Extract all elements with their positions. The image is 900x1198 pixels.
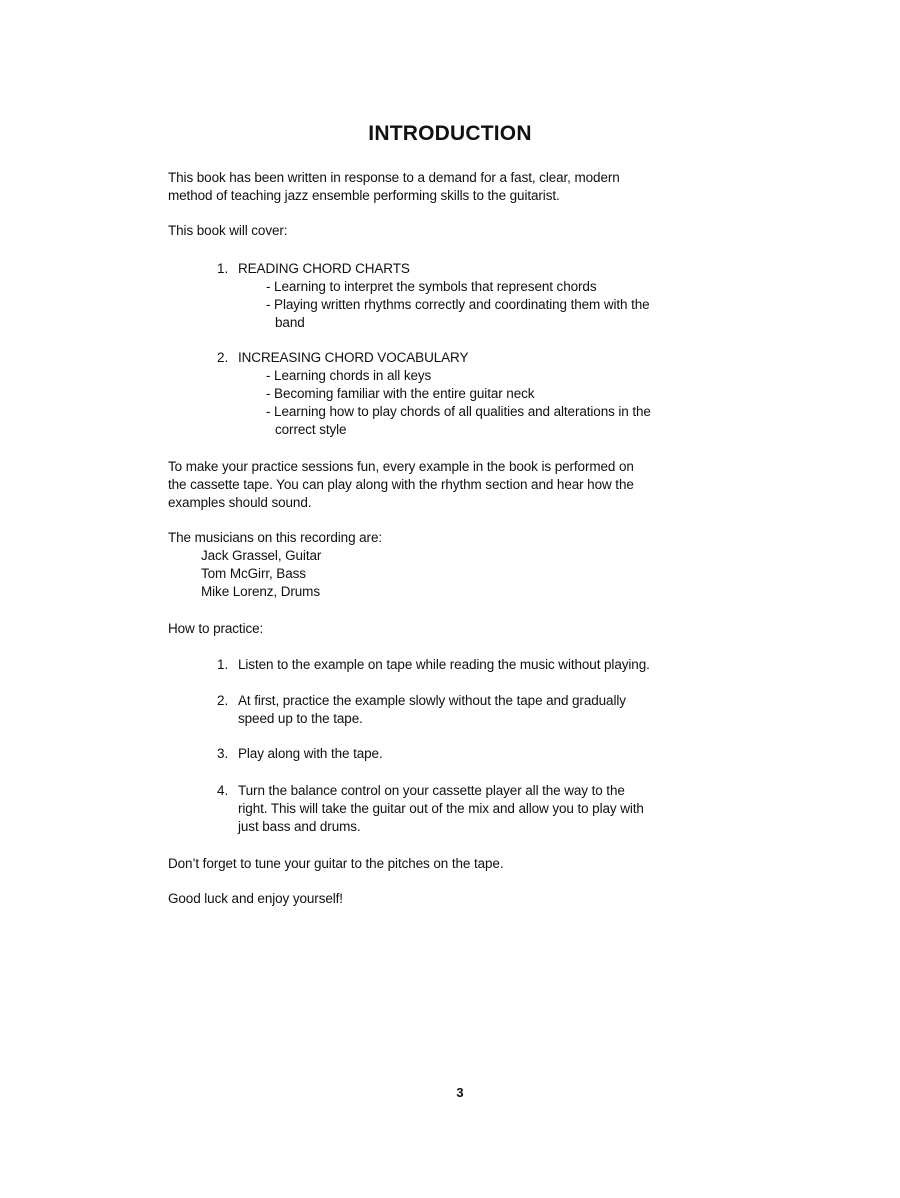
- practice-line: To make your practice sessions fun, every example in the book is performed on: [168, 459, 634, 474]
- topic-heading: INCREASING CHORD VOCABULARY: [238, 350, 469, 365]
- topic-heading: READING CHORD CHARTS: [238, 261, 410, 276]
- closing-line: Good luck and enjoy yourself!: [168, 891, 343, 906]
- practice-line: the cassette tape. You can play along with the rhythm section and hear how the: [168, 477, 634, 492]
- cover-label: This book will cover:: [168, 223, 288, 238]
- step-line: Listen to the example on tape while reading the music without playing.: [238, 657, 650, 672]
- step-number: 1.: [217, 657, 229, 672]
- topic-item: band: [275, 315, 305, 330]
- step-line: right. This will take the guitar out of the mix and allow you to play with: [238, 801, 644, 816]
- page-title: INTRODUCTION: [368, 122, 532, 145]
- topic-number: 1.: [217, 261, 229, 276]
- topic-item: - Learning chords in all keys: [266, 368, 432, 383]
- step-line: just bass and drums.: [238, 819, 361, 834]
- topic-item: - Learning how to play chords of all qualities and alterations in the: [266, 404, 651, 419]
- musicians-label: The musicians on this recording are:: [168, 530, 383, 545]
- intro-line: method of teaching jazz ensemble performing skills to the guitarist.: [168, 188, 560, 203]
- practice-line: examples should sound.: [168, 495, 312, 510]
- step-line: At first, practice the example slowly without the tape and gradually: [238, 693, 626, 708]
- step-line: Turn the balance control on your cassette player all the way to the: [238, 783, 625, 798]
- step-line: Play along with the tape.: [238, 746, 383, 761]
- page-number: 3: [456, 1085, 464, 1100]
- topic-item: - Becoming familiar with the entire guitar neck: [266, 386, 535, 401]
- musician: Tom McGirr, Bass: [201, 566, 306, 581]
- step-line: speed up to the tape.: [238, 711, 363, 726]
- topic-number: 2.: [217, 350, 229, 365]
- how-label: How to practice:: [168, 621, 264, 636]
- musician: Jack Grassel, Guitar: [201, 548, 322, 563]
- topic-item: correct style: [275, 422, 347, 437]
- musician: Mike Lorenz, Drums: [201, 584, 320, 599]
- topic-item: - Playing written rhythms correctly and coordinating them with the: [266, 297, 650, 312]
- tune-note: Don’t forget to tune your guitar to the pitches on the tape.: [168, 856, 504, 871]
- step-number: 3.: [217, 746, 229, 761]
- intro-line: This book has been written in response to a demand for a fast, clear, modern: [168, 170, 620, 185]
- step-number: 4.: [217, 783, 229, 798]
- step-number: 2.: [217, 693, 229, 708]
- topic-item: - Learning to interpret the symbols that represent chords: [266, 279, 597, 294]
